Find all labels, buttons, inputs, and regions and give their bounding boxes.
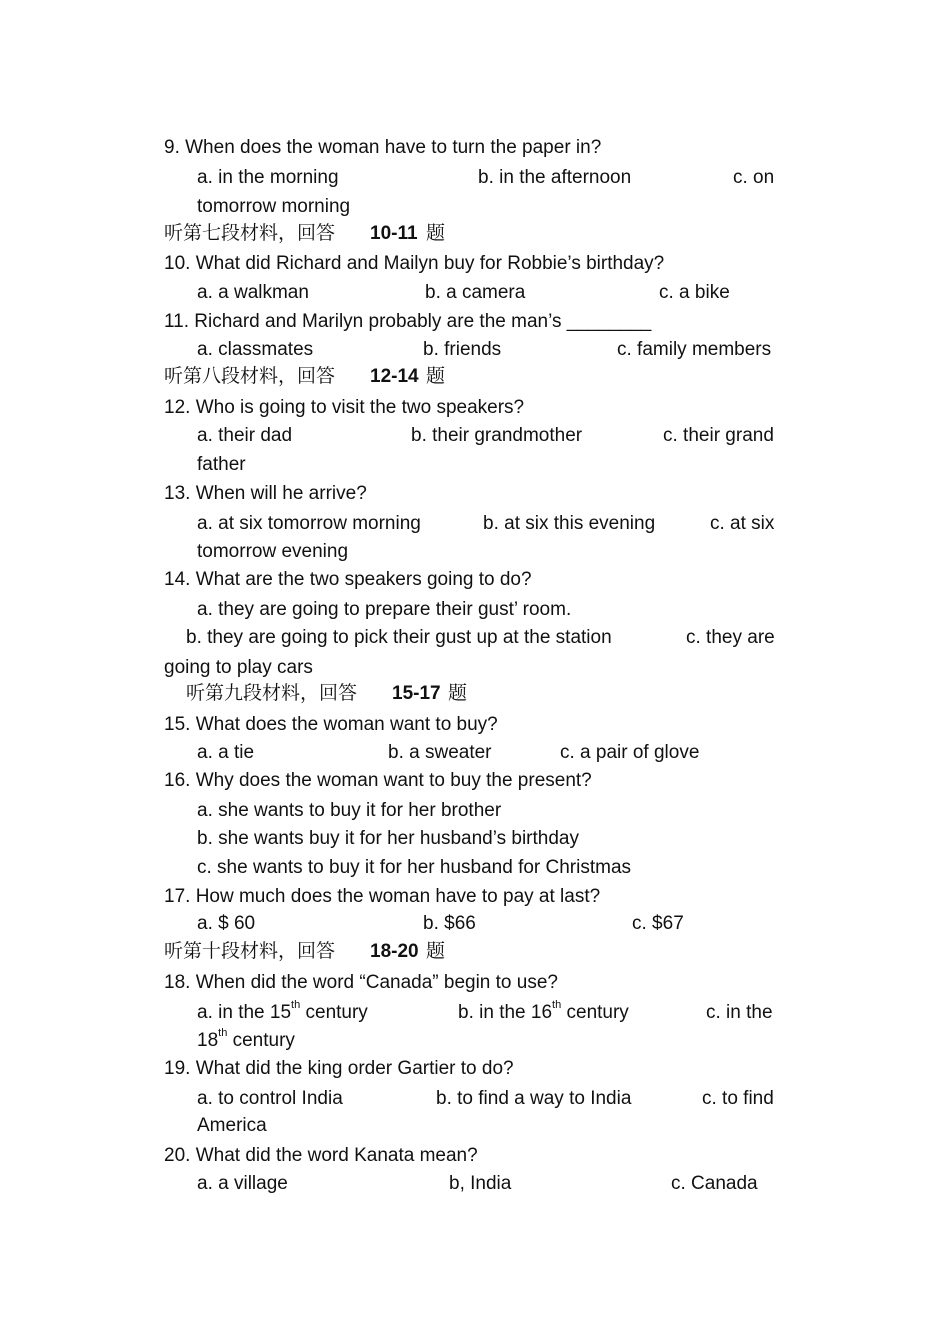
option-b: b. their grandmother [411, 425, 583, 446]
option-b: b. a camera [425, 282, 526, 303]
option-b: b, India [449, 1173, 512, 1194]
section-label: 听第七段材料，回答 [164, 223, 336, 244]
option-c: c. their grand [663, 425, 774, 446]
option-a: a. in the morning [197, 167, 339, 188]
section-label: 听第九段材料，回答 [186, 683, 358, 704]
section-range: 10-11 [370, 223, 418, 244]
option-a: a. at six tomorrow morning [197, 513, 421, 534]
option-b: b. a sweater [388, 742, 492, 763]
option-a: a. classmates [197, 339, 314, 360]
question-9-continuation: tomorrow morning [197, 196, 351, 217]
question-16-option-b: b. she wants buy it for her husband’s birthday [197, 828, 579, 849]
section-suffix: 题 [448, 683, 468, 704]
option-b: b. to find a way to India [436, 1088, 632, 1109]
option-b-text: b. in the 16 [458, 1002, 553, 1023]
option-a [197, 1001, 368, 1025]
ordinal-suffix: th [218, 1027, 228, 1039]
question-13: 13. When will he arrive? [164, 483, 367, 504]
question-14-continuation: going to play cars [164, 657, 313, 678]
question-12: 12. Who is going to visit the two speakers? [164, 397, 525, 418]
option-c: c. on [733, 167, 775, 188]
question-18-continuation [197, 1029, 295, 1053]
option-a: a. $ 60 [197, 913, 256, 934]
question-18: 18. When did the word “Canada” begin to use? [164, 972, 558, 993]
question-15: 15. What does the woman want to buy? [164, 714, 498, 735]
option-b: b. they are going to pick their gust up at the station [186, 627, 612, 648]
option-b: b. in the afternoon [478, 167, 632, 188]
option-c: c. at six [710, 513, 775, 534]
option-a: a. their dad [197, 425, 293, 446]
continuation-text: 18 [197, 1030, 219, 1051]
section-suffix: 题 [426, 941, 446, 962]
continuation-text-end: century [227, 1030, 295, 1051]
option-a: a. to control India [197, 1088, 343, 1109]
question-11: 11. Richard and Marilyn probably are the man’s ________ [164, 311, 652, 332]
section-label: 听第十段材料，回答 [164, 941, 336, 962]
question-12-continuation: father [197, 454, 246, 475]
option-c: c. to find [702, 1088, 774, 1109]
option-c: c. a bike [659, 282, 730, 303]
option-c: c. they are [686, 627, 775, 648]
question-16: 16. Why does the woman want to buy the present? [164, 770, 592, 791]
option-a: a. a walkman [197, 282, 309, 303]
section-label: 听第八段材料，回答 [164, 366, 336, 387]
option-c: c. family members [617, 339, 772, 360]
option-c: c. a pair of glove [560, 742, 700, 763]
section-range: 18-20 [370, 941, 419, 962]
question-19-continuation: America [197, 1115, 267, 1136]
question-9: 9. When does the woman have to turn the paper in? [164, 137, 602, 158]
option-a-text: a. in the 15 [197, 1002, 292, 1023]
question-16-option-c: c. she wants to buy it for her husband for Christmas [197, 857, 632, 878]
section-suffix: 题 [426, 223, 446, 244]
option-a: a. a village [197, 1173, 288, 1194]
ordinal-suffix: th [291, 999, 301, 1011]
section-range: 15-17 [392, 683, 441, 704]
question-14-option-a: a. they are going to prepare their gust’ room. [197, 599, 572, 620]
ordinal-suffix: th [552, 999, 562, 1011]
option-c: c. in the [706, 1002, 773, 1023]
option-c: c. $67 [632, 913, 684, 934]
section-suffix: 题 [426, 366, 446, 387]
section-range: 12-14 [370, 366, 419, 387]
question-13-continuation: tomorrow evening [197, 541, 349, 562]
option-b [458, 1001, 629, 1025]
question-19: 19. What did the king order Gartier to do? [164, 1058, 514, 1079]
option-b: b. friends [423, 339, 502, 360]
question-14: 14. What are the two speakers going to do? [164, 569, 532, 590]
option-b-text-end: century [561, 1002, 629, 1023]
question-17: 17. How much does the woman have to pay at last? [164, 886, 601, 907]
option-b: b. at six this evening [483, 513, 656, 534]
option-b: b. $66 [423, 913, 476, 934]
option-a: a. a tie [197, 742, 255, 763]
question-16-option-a: a. she wants to buy it for her brother [197, 800, 502, 821]
question-20: 20. What did the word Kanata mean? [164, 1145, 478, 1166]
option-c: c. Canada [671, 1173, 758, 1194]
option-a-text-end: century [300, 1002, 368, 1023]
question-10: 10. What did Richard and Mailyn buy for Robbie’s birthday? [164, 253, 665, 274]
